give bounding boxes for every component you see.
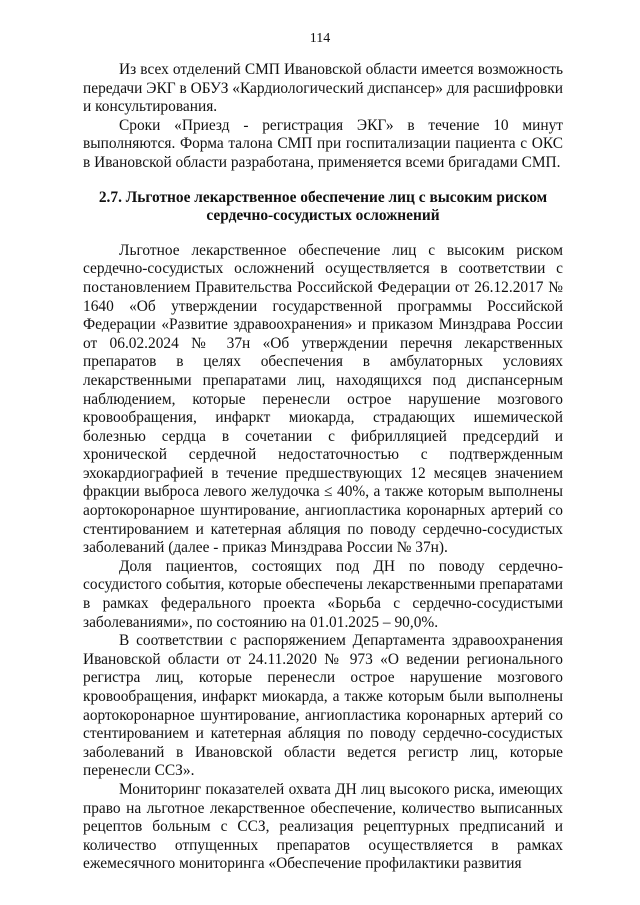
paragraph-register: В соответствии с распоряжением Департамента здравоохранения Ивановской области от 24.11.2020 № 973 «О ведении регионального регистра лиц, которые перенесли острое нарушение мозгового кровообращения, инфаркт миокарда, а также которым были выполнены аортокоронарное шунтирование, ангиопластика коронарных артерий со стентированием и катетерная абляция по поводу сердечно-сосудистых заболеваний в Ивановской области ведется регистр лиц, которые перенесли ССЗ».: [83, 632, 563, 780]
paragraph-drug-provision-basis: Льготное лекарственное обеспечение лиц с высоким риском сердечно-сосудистых осложнений осуществляется в соответствии с постановлением Правительства Российской Федерации от 26.12.2017 № 1640 «Об утверждении государственной программы Российской Федерации «Развитие здравоохранения» и приказом Минздрава России от 06.02.2024 № 37н «Об утверждении перечня лекарственных препаратов в целях обеспечения в амбулаторных условиях лекарственными препаратами лиц, находящихся под диспансерным наблюдением, которые перенесли острое нарушение мозгового кровообращения, инфаркт миокарда, страдающих ишемической болезнью сердца в сочетании с фибрилляцией предсердий и хронической сердечной недостаточностью с подтвержденным эхокардиографией в течение предшествующих 12 месяцев значением фракции выброса левого желудочка ≤ 40%, а также которым выполнены аортокоронарное шунтирование, ангиопластика коронарных артерий со стентированием и катетерная абляция по поводу сердечно-сосудистых заболеваний (далее - приказ Минздрава России № 37н).: [83, 241, 563, 557]
paragraph-monitoring: Мониторинг показателей охвата ДН лиц высокого риска, имеющих право на льготное лекарственное обеспечение, количество выписанных рецептов больным с ССЗ, реализация рецептурных предписаний и количество отпущенных препаратов осуществляется в рамках ежемесячного мониторинга «Обеспечение профилактики развития: [83, 780, 563, 873]
page-content: [83, 61, 563, 874]
paragraph-ecg-timing: Сроки «Приезд - регистрация ЭКГ» в течение 10 минут выполняются. Форма талона СМП при госпитализации пациента с ОКС в Ивановской области разработана, применяется всеми бригадами СМП.: [83, 116, 563, 171]
paragraph-patient-share: Доля пациентов, состоящих под ДН по поводу сердечно-сосудистого события, которые обеспечены лекарственными препаратами в рамках федерального проекта «Борьба с сердечно-сосудистыми заболеваниями», по состоянию на 01.01.2025 – 90,0%.: [83, 557, 563, 631]
page-number: 114: [309, 31, 331, 46]
paragraph-ecg-transmission: Из всех отделений СМП Ивановской области имеется возможность передачи ЭКГ в ОБУЗ «Кардиологический диспансер» для расшифровки и консультирования.: [83, 61, 563, 116]
section-heading: 2.7. Льготное лекарственное обеспечение лиц с высоким риском сердечно-сосудистых осложнений: [98, 188, 548, 225]
